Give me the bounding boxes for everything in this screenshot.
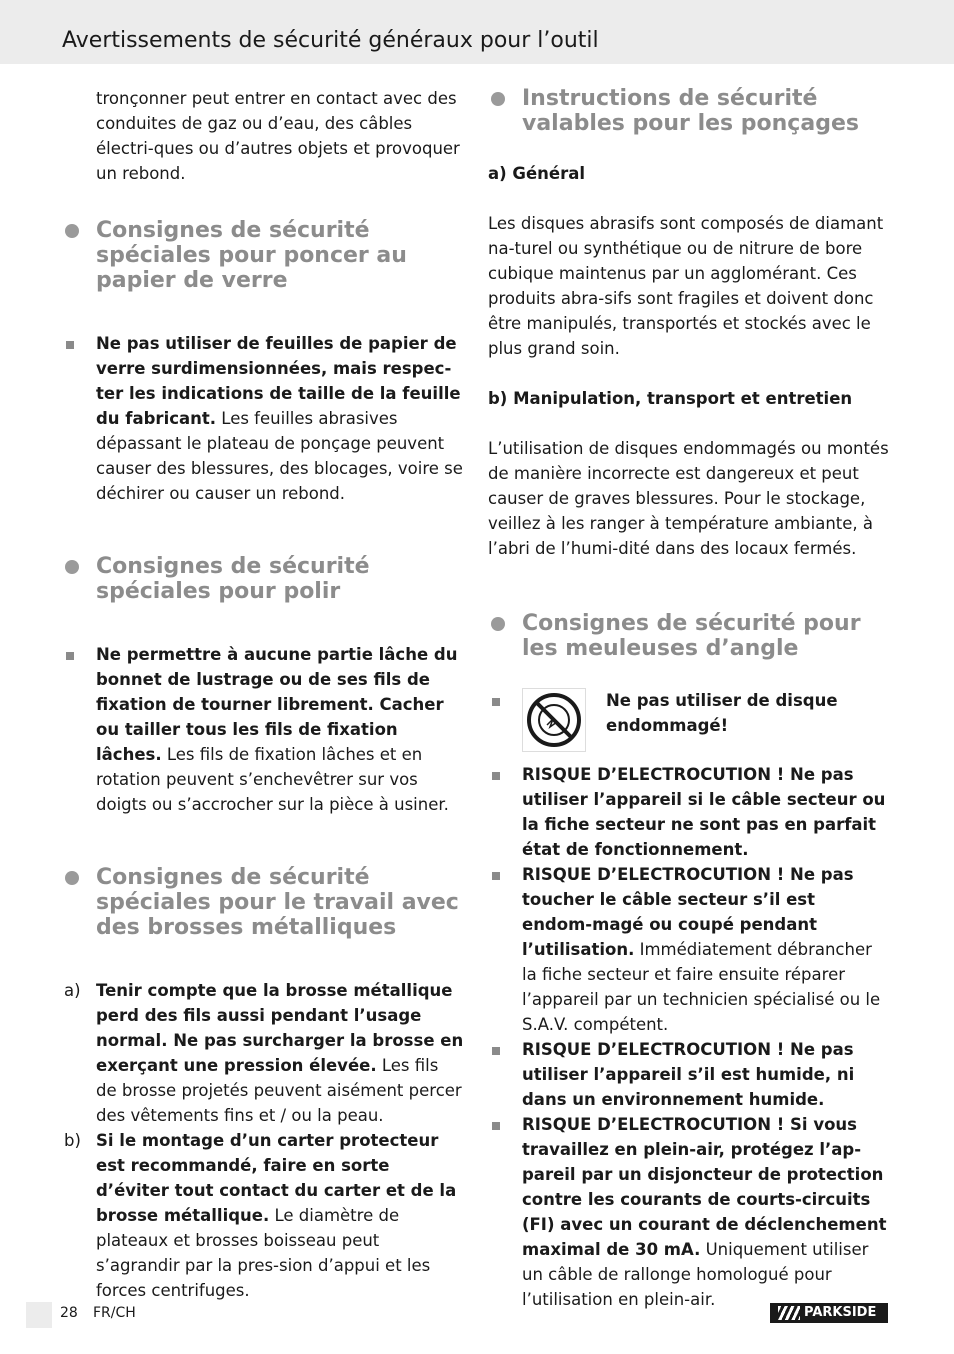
square-bullet-icon	[492, 698, 500, 706]
intro-paragraph: tronçonner peut entrer en contact avec des conduites de gaz ou d’eau, des câbles électri-ques ou d’autres objets et provoquer un rebond.	[96, 89, 460, 183]
list-item: RISQUE D’ELECTROCUTION ! Ne pas utiliser l’appareil s’il est humide, ni dans un environnement humide.	[488, 1037, 890, 1112]
bullet-dot-icon	[491, 92, 505, 106]
section-heading-angle-grinders: Consignes de sécurité pour les meuleuses d’angle	[488, 611, 890, 661]
list-item: RISQUE D’ELECTROCUTION ! Ne pas utiliser l’appareil si le câble secteur ou la fiche secteur ne sont pas en parfait état de fonctionnement.	[488, 762, 890, 862]
list-item: RISQUE D’ELECTROCUTION ! Si vous travaillez en plein-air, protégez l’ap-pareil par un disjoncteur de protection contre les courants de courts-circuits (FI) avec un courant de déclenchement maximal de 30 mA. Uniquement utiliser un câble de rallonge homologué pour l’utilisation en plein-air.	[488, 1112, 890, 1312]
no-damaged-disc-icon	[522, 688, 586, 752]
list-item: RISQUE D’ELECTROCUTION ! Ne pas toucher le câble secteur s’il est endom-magé ou coupé pendant l’utilisation. Immédiatement débrancher la fiche secteur et faire ensuite réparer l’appareil par un technicien spécialisé ou le S.A.V. compétent.	[488, 862, 890, 1037]
list-item: Ne permettre à aucune partie lâche du bonnet de lustrage ou de ses fils de fixation de tourner librement. Cacher ou tailler tous les fils de fixation lâches. Les fils de fixation lâches et en rotation peuvent s’enchevêtrer sur vos doigts ou s’accrocher sur la pièce à usiner.	[62, 642, 464, 817]
section-heading-polishing: Consignes de sécurité spéciales pour polir	[62, 554, 464, 604]
bullet-dot-icon	[65, 871, 79, 885]
square-bullet-icon	[66, 652, 74, 660]
section-heading-sanding: Instructions de sécurité valables pour les ponçages	[488, 86, 890, 136]
left-column	[62, 86, 464, 1303]
bullet-dot-icon	[491, 617, 505, 631]
logo-stripes-icon	[778, 1306, 800, 1320]
brand-logo: PARKSIDE	[770, 1303, 888, 1323]
subheading-handling: b) Manipulation, transport et entretien	[488, 389, 853, 408]
right-column	[488, 86, 890, 1312]
square-bullet-icon	[492, 1122, 500, 1130]
square-bullet-icon	[492, 772, 500, 780]
section-heading-wire-brushes: Consignes de sécurité spéciales pour le travail avec des brosses métalliques	[62, 865, 464, 940]
square-bullet-icon	[492, 1047, 500, 1055]
language-code: FR/CH	[93, 1305, 136, 1321]
bullet-dot-icon	[65, 224, 79, 238]
subheading-general: a) Général	[488, 164, 586, 183]
list-item: Ne pas utiliser de feuilles de papier de verre surdimensionnées, mais respec-ter les indications de taille de la feuille du fabricant. Les feuilles abrasives dépassant le plateau de ponçage peuvent causer des blessures, des blocages, voire se déchirer ou causer un rebond.	[62, 331, 464, 506]
list-item: b) Si le montage d’un carter protecteur est recommandé, faire en sorte d’éviter tout contact du carter et de la brosse métallique. Le diamètre de plateaux et brosses boisseau peut s’agrandir par la pres-sion d’appui et les forces centrifuges.	[64, 1131, 457, 1300]
list-item: a) Tenir compte que la brosse métallique perd des fils aussi pendant l’usage normal. Ne pas surcharger la brosse en exerçant une pression élevée. Les fils de brosse projetés peuvent aisément percer des vêtements fins et / ou la peau.	[64, 981, 464, 1125]
bullet-dot-icon	[65, 560, 79, 574]
footer-marker	[26, 1302, 52, 1328]
square-bullet-icon	[492, 872, 500, 880]
page-number: 28	[60, 1305, 78, 1321]
paragraph-general: Les disques abrasifs sont composés de diamant na-turel ou synthétique ou de nitrure de bore cubique maintenus par un agglomérant. Ces produits abra-sifs sont fragiles et doivent donc être manipulés, transportés et stockés avec le plus grand soin.	[488, 214, 884, 358]
section-heading-sandpaper: Consignes de sécurité spéciales pour poncer au papier de verre	[62, 218, 464, 293]
list-item-with-icon: Ne pas utiliser de disque endommagé!	[488, 688, 890, 762]
page-title: Avertissements de sécurité généraux pour l’outil	[62, 28, 599, 53]
square-bullet-icon	[66, 341, 74, 349]
page-header	[0, 0, 954, 64]
paragraph-handling: L’utilisation de disques endommagés ou montés de manière incorrecte est dangereux et peut causer de graves blessures. Pour le stockage, veillez à les ranger à température ambiante, à l’abri de l’humi-dité dans des locaux fermés.	[488, 439, 889, 558]
